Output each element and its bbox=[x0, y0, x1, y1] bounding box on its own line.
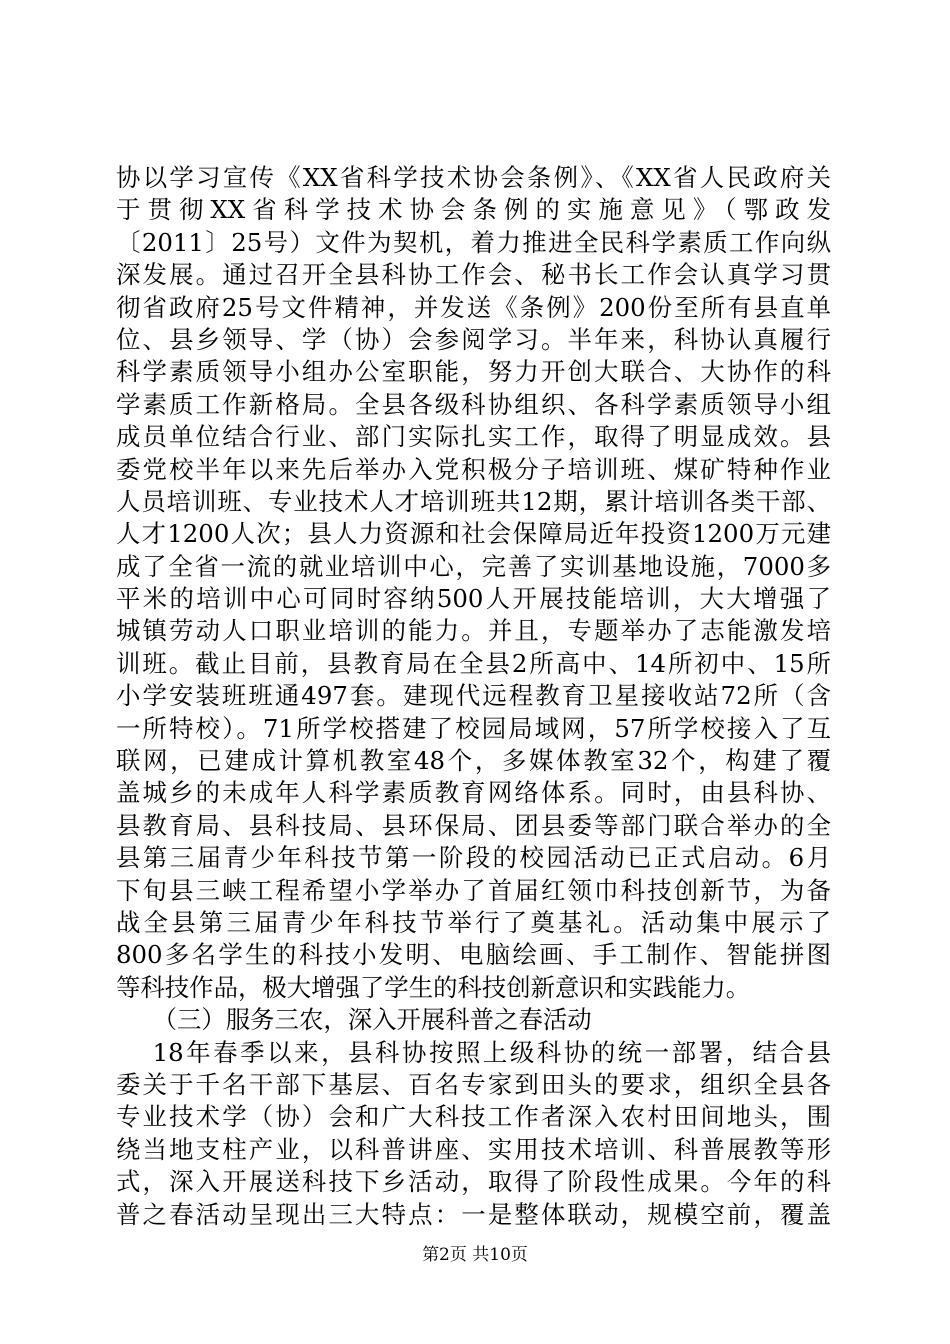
text-line: 800多名学生的科技小发明、电脑绘画、手工制作、智能拼图 bbox=[116, 940, 831, 970]
text-line: 平米的培训中心可同时容纳500人开展技能培训，大大增强了 bbox=[116, 584, 831, 614]
text-line: 县第三届青少年科技节第一阶段的校园活动已正式启动。6月 bbox=[116, 843, 831, 873]
text-line: 委党校半年以来先后举办入党积极分子培训班、煤矿特种作业 bbox=[116, 454, 831, 484]
text-line: 战全县第三届青少年科技节举行了奠基礼。活动集中展示了 bbox=[116, 907, 831, 937]
document-body bbox=[116, 162, 831, 1231]
text-line: 县教育局、县科技局、县环保局、团县委等部门联合举办的全 bbox=[116, 810, 831, 840]
text-line: 式，深入开展送科技下乡活动，取得了阶段性成果。今年的科 bbox=[116, 1167, 831, 1197]
text-line: 下旬县三峡工程希望小学举办了首届红领巾科技创新节，为备 bbox=[116, 875, 831, 905]
text-line: 小学安装班班通497套。建现代远程教育卫星接收站72所（含 bbox=[116, 681, 831, 711]
text-line: 协以学习宣传《XX省科学技术协会条例》、《XX省人民政府关 bbox=[116, 163, 831, 192]
text-line: 训班。截止目前，县教育局在全县2所高中、14所初中、15所 bbox=[116, 648, 831, 678]
text-line: 绕当地支柱产业，以科普讲座、实用技术培训、科普展教等形 bbox=[116, 1134, 831, 1164]
text-line: 学素质工作新格局。全县各级科协组织、各科学素质领导小组 bbox=[116, 389, 831, 419]
text-line: 18年春季以来，县科协按照上级科协的统一部署，结合县 bbox=[152, 1037, 831, 1067]
text-line: 人员培训班、专业技术人才培训班共12期，累计培训各类干部、 bbox=[116, 486, 831, 516]
page-number: 第2页 共10页 bbox=[422, 1245, 528, 1265]
text-line: 等科技作品，极大增强了学生的科技创新意识和实践能力。 bbox=[116, 972, 751, 1002]
text-line: 成员单位结合行业、部门实际扎实工作，取得了明显成效。县 bbox=[116, 422, 831, 452]
text-line: 成了全省一流的就业培训中心，完善了实训基地设施，7000多 bbox=[116, 551, 831, 581]
text-line: 专业技术学（协）会和广大科技工作者深入农村田间地头，围 bbox=[116, 1102, 831, 1132]
text-line: 彻省政府25号文件精神，并发送《条例》200份至所有县直单 bbox=[116, 292, 831, 322]
text-line: 一所特校）。71所学校搭建了校园局域网，57所学校接入了互 bbox=[116, 713, 831, 743]
text-line: 于贯彻XX省科学技术协会条例的实施意见》（鄂政发 bbox=[116, 195, 831, 225]
text-line: 〔2011〕25号）文件为契机，着力推进全民科学素质工作向纵 bbox=[116, 227, 831, 257]
text-line: 深发展。通过召开全县科协工作会、秘书长工作会认真学习贯 bbox=[116, 260, 831, 290]
text-line: 科学素质领导小组办公室职能，努力开创大联合、大协作的科 bbox=[116, 357, 831, 387]
text-line: 人才1200人次；县人力资源和社会保障局近年投资1200万元建 bbox=[116, 519, 831, 549]
text-line: 位、县乡领导、学（协）会参阅学习。半年来，科协认真履行 bbox=[116, 324, 831, 354]
text-line: 城镇劳动人口职业培训的能力。并且，专题举办了志能激发培 bbox=[116, 616, 831, 646]
text-line: 联网，已建成计算机教室48个，多媒体教室32个，构建了覆 bbox=[116, 746, 831, 776]
section-heading: （三）服务三农，深入开展科普之春活动 bbox=[152, 1005, 592, 1035]
text-line: 盖城乡的未成年人科学素质教育网络体系。同时，由县科协、 bbox=[116, 778, 831, 808]
text-line: 普之春活动呈现出三大特点：一是整体联动，规模空前，覆盖 bbox=[116, 1199, 831, 1229]
text-line: 委关于千名干部下基层、百名专家到田头的要求，组织全县各 bbox=[116, 1069, 831, 1099]
page-footer bbox=[0, 1244, 950, 1266]
